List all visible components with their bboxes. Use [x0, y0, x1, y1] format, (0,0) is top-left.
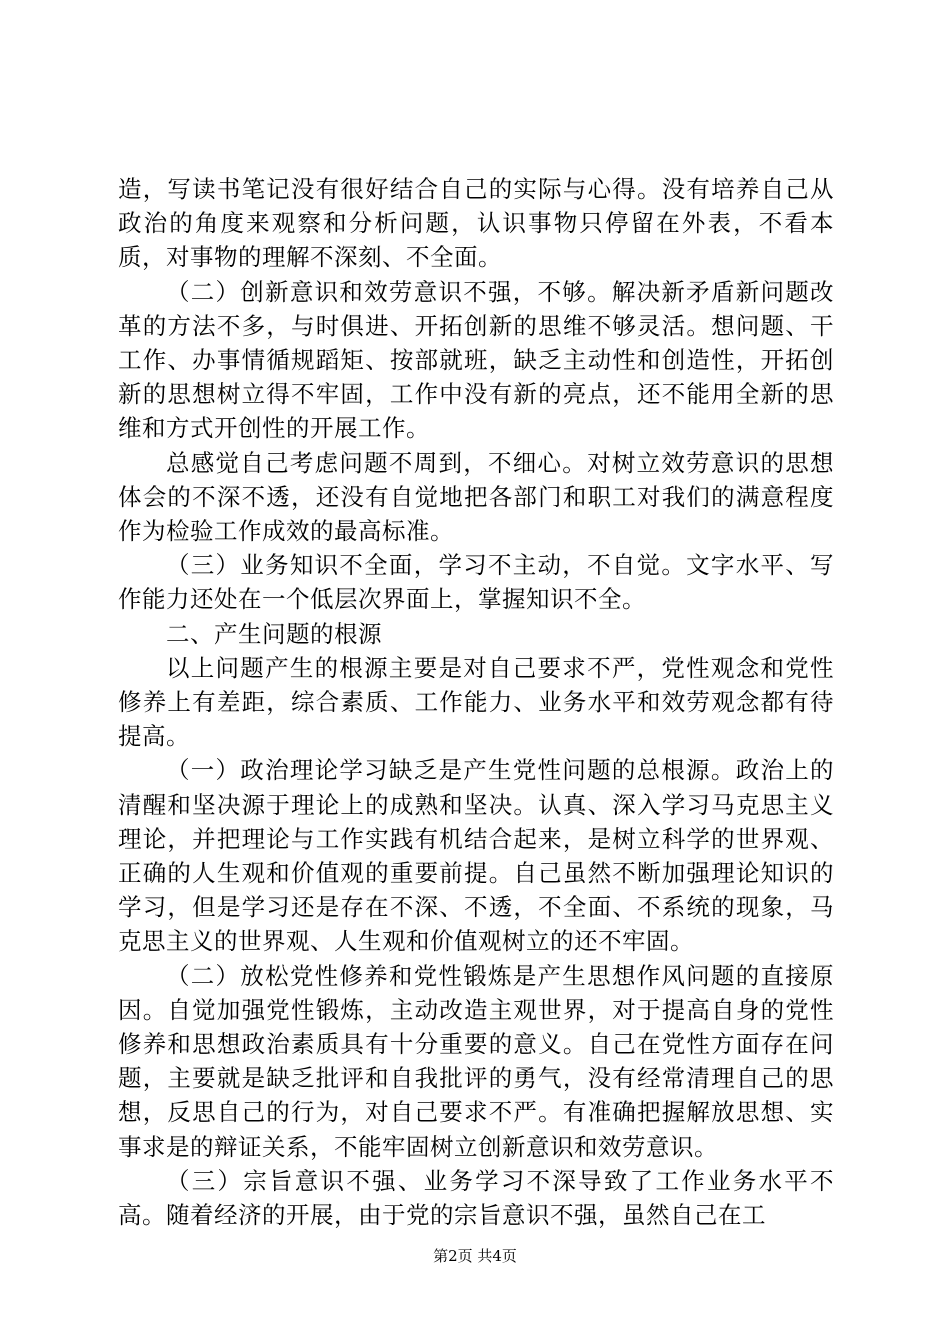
paragraph-purpose-awareness: （三）宗旨意识不强、业务学习不深导致了工作业务水平不高。随着经济的开展，由于党的宗旨意识不强，虽然自己在工	[118, 1166, 834, 1230]
paragraph-political-theory: （一）政治理论学习缺乏是产生党性问题的总根源。政治上的清醒和坚决源于理论上的成熟和坚决。认真、深入学习马克思主义理论，并把理论与工作实践有机结合起来，是树立科学的世界观、正确的人生观和价值观的重要前提。自己虽然不断加强理论知识的学习，但是学习还是存在不深、不透，不全面、不系统的现象，马克思主义的世界观、人生观和价值观树立的还不牢固。	[118, 756, 834, 956]
paragraph-party-spirit: （二）放松党性修养和党性锻炼是产生思想作风问题的直接原因。自觉加强党性锻炼，主动改造主观世界，对于提高自身的党性修养和思想政治素质具有十分重要的意义。自己在党性方面存在问题，主要就是缺乏批评和自我批评的勇气，没有经常清理自己的思想，反思自己的行为，对自己要求不严。有准确把握解放思想、实事求是的辩证关系，不能牢固树立创新意识和效劳意识。	[118, 961, 834, 1161]
paragraph-consideration: 总感觉自己考虑问题不周到，不细心。对树立效劳意识的思想体会的不深不透，还没有自觉地把各部门和职工对我们的满意程度作为检验工作成效的最高标准。	[118, 448, 834, 546]
paragraph-continuation: 造，写读书笔记没有很好结合自己的实际与心得。没有培养自己从政治的角度来观察和分析问题，认识事物只停留在外表，不看本质，对事物的理解不深刻、不全面。	[118, 175, 834, 272]
paragraph-business-knowledge: （三）业务知识不全面，学习不主动，不自觉。文字水平、写作能力还处在一个低层次界面上，掌握知识不全。	[118, 551, 834, 614]
paragraph-innovation-service: （二）创新意识和效劳意识不强，不够。解决新矛盾新问题改革的方法不多，与时俱进、开拓创新的思维不够灵活。想问题、干工作、办事情循规蹈矩、按部就班，缺乏主动性和创造性，开拓创新的思想树立得不牢固，工作中没有新的亮点，还不能用全新的思维和方式开创性的开展工作。	[118, 277, 834, 443]
document-body	[118, 172, 834, 1232]
page-footer: 第2页 共4页	[433, 1247, 517, 1265]
section-heading-root-causes: 二、产生问题的根源	[166, 619, 382, 648]
paragraph-root-causes-intro: 以上问题产生的根源主要是对自己要求不严，党性观念和党性修养上有差距，综合素质、工作能力、业务水平和效劳观念都有待提高。	[118, 653, 834, 751]
